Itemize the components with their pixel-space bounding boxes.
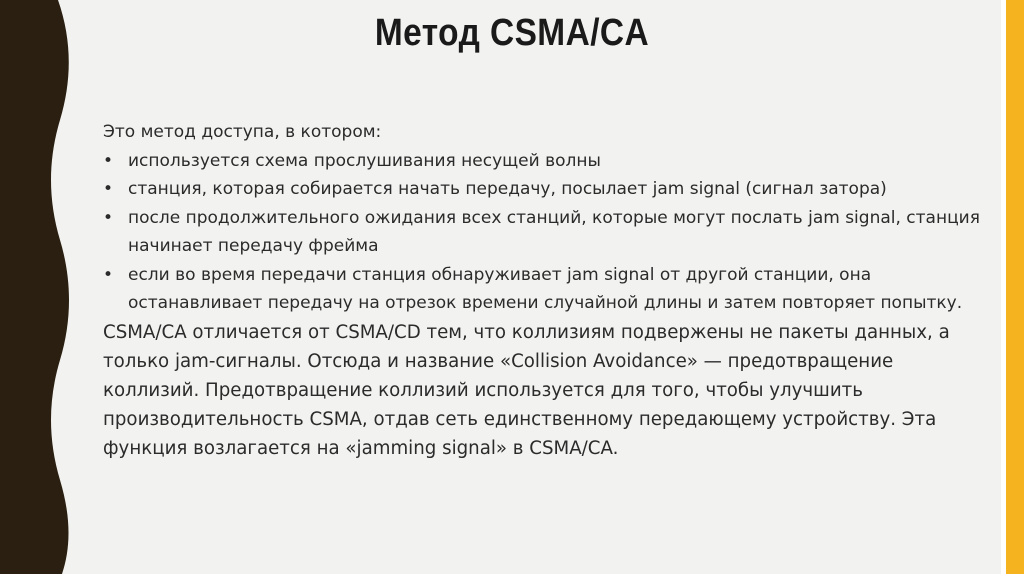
accent-stripe — [1006, 0, 1024, 574]
bullet-item-2: • станция, которая собирается начать передачу, посылает jam signal (сигнал затора) — [103, 175, 983, 204]
slide-body — [103, 118, 983, 463]
intro-text: Это метод доступа, в котором: — [103, 122, 382, 142]
slide-title: Метод CSMA/CA — [374, 12, 650, 54]
description-paragraph: CSMA/CA отличается от CSMA/CD тем, что коллизиям подвержены не пакеты данных, а только jam-сигналы. Отсюда и название «Collision Avoidance» — предотвращение коллизий. Предотвращение коллизий используется для того, чтобы улучшить производительность CSMA, отдав сеть единственному передающему устройству. Эта функция возлагается на «jamming signal» в CSMA/CA. — [103, 321, 950, 459]
bullet-item-4: • если во время передачи станция обнаруживает jam signal от другой станции, она останавливает передачу на отрезок времени случайной длины и затем повторяет попытку. — [103, 261, 983, 318]
decorative-wavy-left-band — [0, 0, 80, 574]
bullet-item-3: • после продолжительного ожидания всех станций, которые могут послать jam signal, станция начинает передачу фрейма — [103, 204, 983, 261]
bullet-item-1: • используется схема прослушивания несущей волны — [103, 147, 983, 176]
bullet-list — [103, 147, 983, 318]
